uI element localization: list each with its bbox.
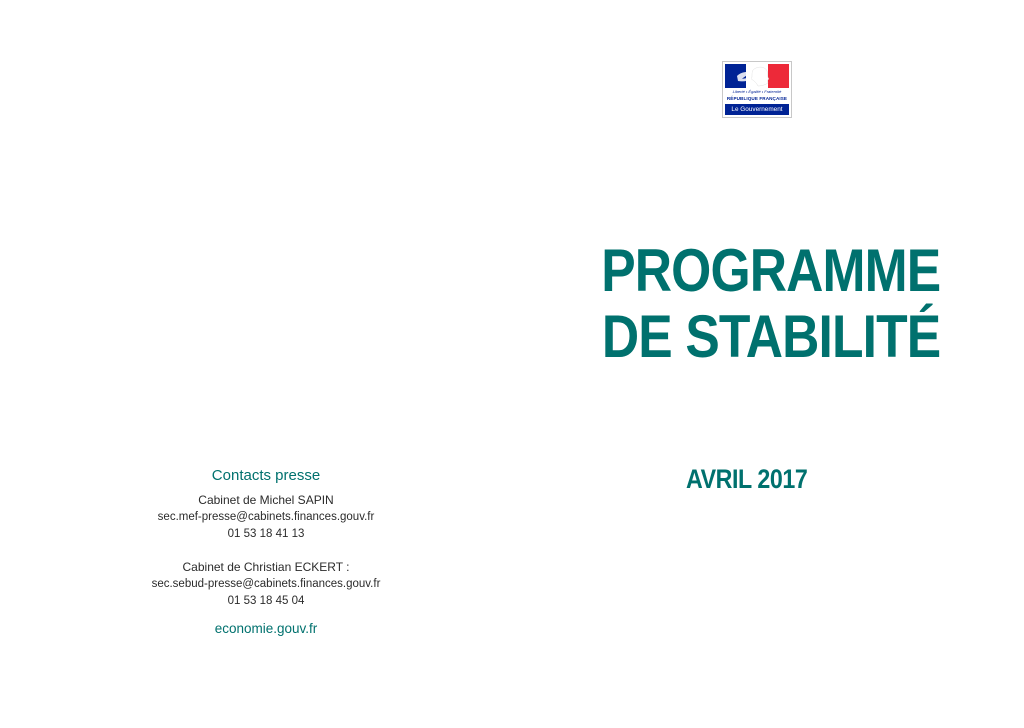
website-link[interactable]: economie.gouv.fr	[214, 621, 318, 636]
contact-email[interactable]: sec.sebud-presse@cabinets.finances.gouv.fr	[151, 578, 381, 590]
contact-email[interactable]: sec.mef-presse@cabinets.finances.gouv.fr	[157, 511, 375, 523]
marianne-flag-icon	[723, 62, 791, 89]
contacts-heading: Contacts presse	[211, 467, 321, 484]
republique-francaise-label: RÉPUBLIQUE FRANÇAISE	[726, 96, 788, 101]
title-line-2: DE STABILITÉ	[601, 303, 940, 370]
contact-entry	[140, 492, 392, 543]
contact-name: Cabinet de Christian ECKERT :	[182, 560, 350, 574]
title-line-1: PROGRAMME	[600, 237, 940, 304]
press-contacts	[140, 466, 392, 638]
document-title	[601, 238, 940, 370]
contact-phone: 01 53 18 45 04	[227, 595, 305, 607]
gouvernement-logo	[722, 61, 792, 118]
gov-motto: Liberté • Égalité • Fraternité	[732, 89, 782, 94]
contact-phone: 01 53 18 41 13	[227, 528, 305, 540]
publication-date: AVRIL 2017	[686, 464, 808, 494]
le-gouvernement-label: Le Gouvernement	[725, 104, 789, 115]
contact-name: Cabinet de Michel SAPIN	[198, 493, 334, 507]
contact-entry	[140, 559, 392, 610]
